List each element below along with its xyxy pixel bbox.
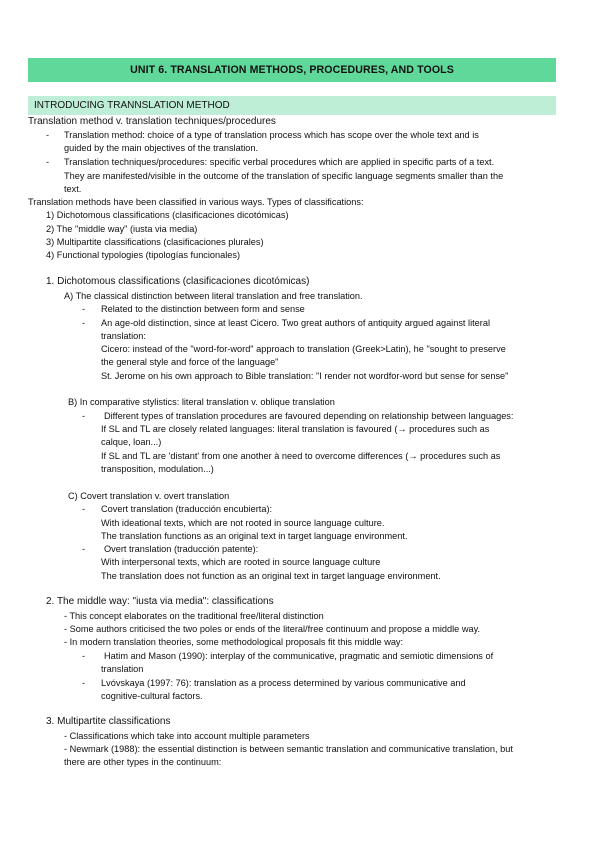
intro-bullet-2-line-2: They are manifested/visible in the outcome of the translation of specific language segments smaller than the	[64, 171, 504, 181]
bullet-dash: -	[46, 130, 50, 140]
s2-item-2-line-2: cognitive-cultural factors.	[101, 691, 203, 701]
bullet-dash: -	[82, 318, 86, 328]
bullet-dash: -	[82, 411, 86, 421]
classification-list-item: 4) Functional typologies (tipologías funcionales)	[46, 250, 241, 260]
s2-item-2-line-1: Lvóvskaya (1997: 76): translation as a process determined by various communicative and	[101, 678, 466, 688]
s2-line-1: - This concept elaborates on the traditional free/literal distinction	[64, 611, 324, 621]
bullet-dash: -	[46, 157, 50, 167]
s1-a-item-3-line-2: the general style and force of the language"	[101, 357, 279, 367]
s1-c-item-1: Covert translation (traducción encubierta):	[101, 504, 273, 514]
s3-line-2-part-2: there are other types in the continuum:	[64, 757, 222, 767]
section-2-heading: 2. The middle way: "iusta via media": classifications	[46, 596, 274, 607]
bullet-dash: -	[82, 504, 86, 514]
intro-title: Translation method v. translation techniques/procedures	[28, 116, 276, 127]
s2-line-3: - In modern translation theories, some methodological proposals fit this middle way:	[64, 637, 404, 647]
s3-line-2-part-1: - Newmark (1988): the essential distinction is between semantic translation and communicative translation, but	[64, 744, 513, 754]
s1-c-item-2: With ideational texts, which are not rooted in source language culture.	[101, 518, 385, 528]
intro-bullet-1-line-2: guided by the main objectives of the translation.	[64, 143, 259, 153]
s1-c-item-6: The translation does not function as an original text in target language environment.	[101, 571, 441, 581]
s2-line-2: - Some authors criticised the two poles or ends of the literal/free continuum and propose a middle way.	[64, 624, 481, 634]
intro-bullet-1-line-1: Translation method: choice of a type of translation process which has scope over the whole text and is	[64, 130, 479, 140]
classification-list-item: 3) Multipartite classifications (clasificaciones plurales)	[46, 237, 264, 247]
s1-b-item-2-line-1: If SL and TL are closely related languages: literal translation is favoured (→ procedures such as	[101, 424, 490, 434]
unit-title-banner	[28, 58, 556, 82]
s1-c-item-3: The translation functions as an original text in target language environment.	[101, 531, 408, 541]
s1-a-item-1: Related to the distinction between form and sense	[101, 304, 305, 314]
classification-list-item: 1) Dichotomous classifications (clasificaciones dicotómicas)	[46, 210, 289, 220]
unit-title: UNIT 6. TRANSLATION METHODS, PROCEDURES, AND TOOLS	[130, 64, 454, 76]
bullet-dash: -	[82, 544, 86, 554]
classification-list-item: 2) The "middle way" (iusta via media)	[46, 224, 198, 234]
s1-b-item-3-line-1: If SL and TL are 'distant' from one another à need to overcome differences (→ procedures such as	[101, 451, 501, 461]
s1-b-item-1: Different types of translation procedures are favoured depending on relationship between languages:	[104, 411, 514, 421]
section-header-banner	[28, 96, 556, 115]
s1-b-item-3-line-2: transposition, modulation...)	[101, 464, 214, 474]
bullet-dash: -	[82, 304, 86, 314]
s1-a-heading: A) The classical distinction between literal translation and free translation.	[64, 291, 363, 301]
s1-a-item-3-line-1: Cicero: instead of the "word-for-word" approach to translation (Greek>Latin), he "sought to preserve	[101, 344, 506, 354]
s2-item-1-line-2: translation	[101, 664, 144, 674]
s1-c-item-4: Overt translation (traducción patente):	[104, 544, 259, 554]
bullet-dash: -	[82, 651, 86, 661]
s2-item-1-line-1: Hatim and Mason (1990): interplay of the communicative, pragmatic and semiotic dimensions of	[104, 651, 494, 661]
bullet-dash: -	[82, 678, 86, 688]
s1-b-item-2-line-2: calque, loan...)	[101, 437, 162, 447]
classified-sentence: Translation methods have been classified in various ways. Types of classifications:	[28, 197, 364, 207]
section-1-heading: 1. Dichotomous classifications (clasificaciones dicotómicas)	[46, 276, 310, 287]
s1-a-item-4: St. Jerome on his own approach to Bible translation: "I render not wordfor-word but sense for sense"	[101, 371, 509, 381]
s1-b-heading: B) In comparative stylistics: literal translation v. oblique translation	[68, 397, 335, 407]
intro-bullet-2-line-1: Translation techniques/procedures: specific verbal procedures which are applied in specific parts of a text.	[64, 157, 495, 167]
s3-line-1: - Classifications which take into account multiple parameters	[64, 731, 310, 741]
section-3-heading: 3. Multipartite classifications	[46, 716, 171, 727]
intro-bullet-2-line-3: text.	[64, 184, 82, 194]
section-title: INTRODUCING TRANNSLATION METHOD	[34, 100, 230, 111]
s1-c-item-5: With interpersonal texts, which are rooted in source language culture	[101, 557, 381, 567]
s1-c-heading: C) Covert translation v. overt translation	[68, 491, 230, 501]
s1-a-item-2-line-1: An age-old distinction, since at least Cicero. Two great authors of antiquity argued against literal	[101, 318, 490, 328]
s1-a-item-2-line-2: translation:	[101, 331, 146, 341]
